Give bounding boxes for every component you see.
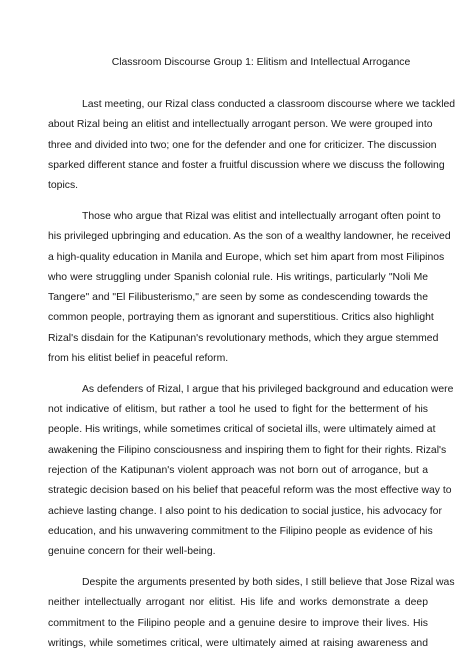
document-body xyxy=(48,95,456,665)
paragraph-line: Last meeting, our Rizal class conducted a classroom discourse where we tackled xyxy=(82,99,456,110)
paragraph-line: from his elitist belief in peaceful reform. xyxy=(48,353,229,365)
paragraph-line: topics. xyxy=(48,180,79,192)
paragraph-1 xyxy=(48,95,456,196)
paragraph-line: Tangere" and "El Filibusterismo," are seen by some as condescending towards the xyxy=(48,292,428,304)
paragraph-line: common people, portraying them as ignorant and superstitious. Critics also highlight xyxy=(48,312,434,324)
paragraph-line: three and divided into two; one for the defender and one for criticizer. The discussion xyxy=(48,139,437,151)
paragraph-line: genuine concern for their well-being. xyxy=(48,546,216,558)
paragraph-line: awakening the Filipino consciousness and inspiring them to fight for their rights. Rizal's xyxy=(48,444,447,456)
paragraph-line: rejection of the Katipunan's violent approach was not born out of arrogance, but a xyxy=(48,465,428,477)
paragraph-line: education, and his unwavering commitment to the Filipino people as evidence of his xyxy=(48,525,433,537)
document-title: Classroom Discourse Group 1: Elitism and Intellectual Arrogance xyxy=(111,57,411,68)
paragraph-line: not indicative of elitism, but rather a tool he used to fight for the betterment of his xyxy=(48,404,428,416)
paragraph-line: people. His writings, while sometimes critical of societal ills, were ultimately aimed at xyxy=(48,424,436,436)
paragraph-line: Rizal's disdain for the Katipunan's revolutionary methods, which they argue stemmed xyxy=(48,332,439,344)
paragraph-line: who were struggling under Spanish colonial rule. His writings, particularly "Noli Me xyxy=(48,271,428,283)
paragraph-line: sparked different stance and foster a fruitful discussion where we discuss the following xyxy=(48,159,445,171)
paragraph-line: achieve lasting change. I also point to his dedication to social justice, his advocacy for xyxy=(48,505,442,517)
paragraph-line: neither intellectually arrogant nor elitist. His life and works demonstrate a deep xyxy=(48,597,428,609)
paragraph-line: a high-quality education in Manila and Europe, which set him apart from most Filipinos xyxy=(48,251,445,263)
paragraph-2 xyxy=(48,207,451,369)
paragraph-line: his privileged upbringing and education. As the son of a wealthy landowner, he received xyxy=(48,231,451,243)
paragraph-line: commitment to the Filipino people and a genuine desire to improve their lives. His xyxy=(48,617,428,629)
paragraph-3 xyxy=(48,380,454,563)
paragraph-line: strategic decision based on his belief that peaceful reform was the most effective way to xyxy=(48,485,452,497)
paragraph-line: Despite the arguments presented by both sides, I still believe that Jose Rizal was xyxy=(82,577,455,589)
paragraph-line: writings, while sometimes critical, were ultimately aimed at raising awareness and xyxy=(48,637,428,649)
paragraph-line: Those who argue that Rizal was elitist and intellectually arrogant often point to xyxy=(82,210,441,222)
paragraph-line: about Rizal being an elitist and intellectually arrogant person. We were grouped into xyxy=(48,119,433,131)
paragraph-4 xyxy=(48,573,455,654)
paragraph-line: As defenders of Rizal, I argue that his privileged background and education were xyxy=(82,383,454,395)
